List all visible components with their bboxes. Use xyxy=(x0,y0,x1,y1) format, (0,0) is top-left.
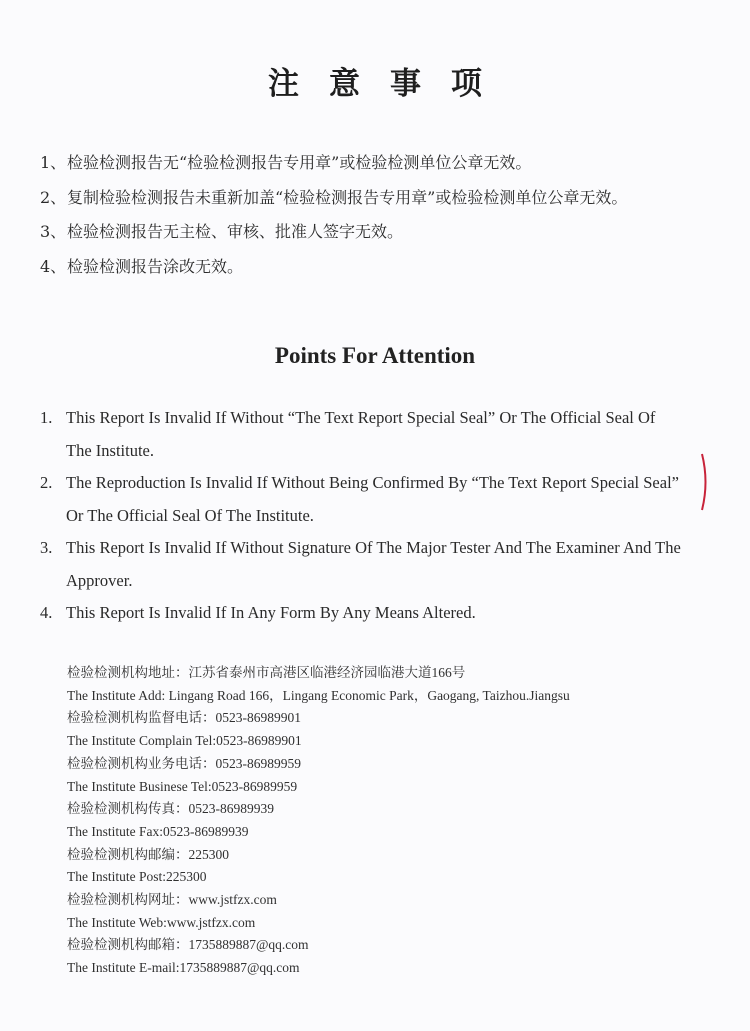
contact-web-cn: 检验检测机构网址：www.jstfzx.com xyxy=(67,892,277,908)
english-notice-item xyxy=(40,467,682,532)
chinese-notice-list xyxy=(40,146,710,284)
item-text: This Report Is Invalid If Without “The Text Report Special Seal” Or The Official Seal Of The Institute. xyxy=(66,408,656,460)
item-number: 4. xyxy=(40,603,53,622)
chinese-notice-item xyxy=(40,146,710,181)
contact-complain-tel-cn: 检验检测机构监督电话：0523-86989901 xyxy=(67,710,301,726)
item-number: 2. xyxy=(40,473,53,492)
english-notice-item xyxy=(40,532,682,597)
chinese-notice-item xyxy=(40,181,710,216)
contact-business-tel-cn: 检验检测机构业务电话：0523-86989959 xyxy=(67,755,301,771)
item-text: This Report Is Invalid If In Any Form By Any Means Altered. xyxy=(66,603,476,622)
item-text: 复制检验检测报告未重新加盖“检验检测报告专用章”或检验检测单位公章无效。 xyxy=(67,187,628,207)
contact-info xyxy=(67,662,717,980)
contact-address-en: The Institute Add: Lingang Road 166，Lingang Economic Park，Gaogang, Taizhou.Jiangsu xyxy=(67,687,570,703)
chinese-notice-item xyxy=(40,215,710,250)
item-number: 2、 xyxy=(40,187,67,207)
item-text: 检验检测报告涂改无效。 xyxy=(67,256,244,276)
chinese-notice-item xyxy=(40,250,710,285)
chinese-title: 注意事项 xyxy=(268,66,512,102)
item-number: 1. xyxy=(40,408,53,427)
item-text: 检验检测报告无“检验检测报告专用章”或检验检测单位公章无效。 xyxy=(67,153,532,172)
contact-fax-en: The Institute Fax:0523-86989939 xyxy=(67,823,249,839)
contact-post-cn: 检验检测机构邮编：225300 xyxy=(67,846,229,862)
contact-complain-tel-en: The Institute Complain Tel:0523-86989901 xyxy=(67,733,302,749)
item-number: 3、 xyxy=(40,222,67,241)
english-notice-item xyxy=(40,402,682,467)
item-number: 3. xyxy=(40,538,53,557)
contact-email-cn: 检验检测机构邮箱：1735889887@qq.com xyxy=(67,937,309,953)
contact-business-tel-en: The Institute Businese Tel:0523-86989959 xyxy=(67,778,298,794)
item-text: This Report Is Invalid If Without Signature Of The Major Tester And The Examiner And The Approver. xyxy=(66,538,681,590)
english-title: Points For Attention xyxy=(274,343,476,368)
contact-post-en: The Institute Post:225300 xyxy=(67,869,207,885)
contact-fax-cn: 检验检测机构传真：0523-86989939 xyxy=(67,801,274,817)
contact-web-en: The Institute Web:www.jstfzx.com xyxy=(67,914,256,930)
english-notice-item xyxy=(40,597,682,630)
red-edge-mark xyxy=(700,452,710,512)
item-number: 4、 xyxy=(40,256,67,276)
item-number: 1、 xyxy=(40,153,67,172)
contact-email-en: The Institute E-mail:1735889887@qq.com xyxy=(67,960,300,976)
contact-address-cn: 检验检测机构地址：江苏省泰州市高港区临港经济园临港大道166号 xyxy=(67,665,466,680)
item-text: 检验检测报告无主检、审核、批准人签字无效。 xyxy=(67,222,404,241)
english-notice-list xyxy=(40,402,682,630)
item-text: The Reproduction Is Invalid If Without Being Confirmed By “The Text Report Special Seal” Or The Official Seal Of The Institute. xyxy=(66,473,679,525)
